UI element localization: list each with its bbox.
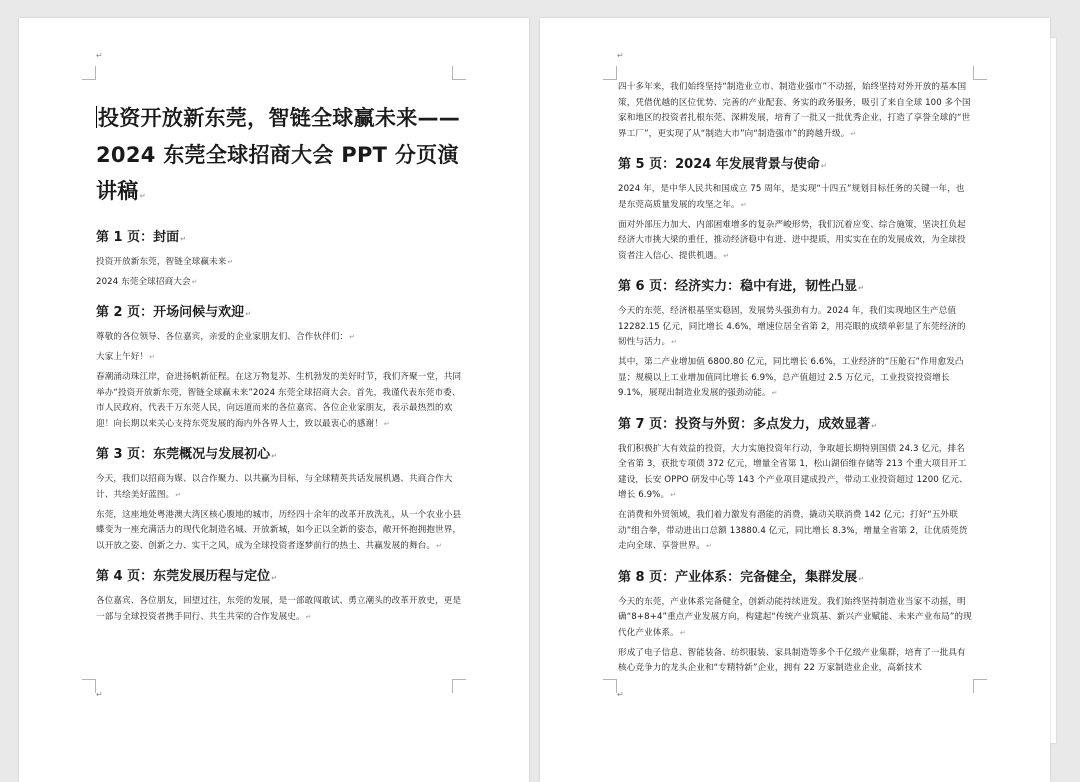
page-content[interactable] bbox=[618, 80, 973, 681]
margin-corner-mark bbox=[452, 66, 466, 80]
margin-corner-mark bbox=[82, 66, 96, 80]
paragraph-mark-icon: ↵ bbox=[96, 51, 103, 60]
margin-corner-mark bbox=[973, 66, 987, 80]
paragraph[interactable]: 今天，我们以招商为媒、以合作聚力、以共赢为目标，与全球精英共话发展机遇、共商合作大计、共绘美好蓝图。 ↵ bbox=[96, 472, 462, 503]
paragraph[interactable]: 在消费和外贸领域，我们着力激发有潜能的消费，撬动关联消费 142 亿元；打好“五外联动”组合拳，带动进出口总额 13880.4 亿元，同比增长 8.3%，增量全省第 2，让优质莞货走向全球、享誉世界。 ↵ bbox=[618, 508, 973, 555]
section-heading[interactable]: 第 5 页：2024 年发展背景与使命 ↵ bbox=[618, 156, 973, 175]
section-heading[interactable]: 第 7 页：投资与外贸：多点发力，成效显著 ↵ bbox=[618, 416, 973, 435]
margin-corner-mark bbox=[82, 679, 96, 693]
section-heading[interactable]: 第 8 页：产业体系：完备健全，集群发展 ↵ bbox=[618, 569, 973, 588]
page-left[interactable] bbox=[19, 18, 529, 782]
paragraph-mark-icon: ↵ bbox=[96, 690, 103, 699]
paragraph[interactable]: 形成了电子信息、智能装备、纺织服装、家具制造等多个千亿级产业集群，培育了一批具有核心竞争力的龙头企业和“专精特新”企业，拥有 22 万家制造业企业，高新技术 bbox=[618, 647, 966, 673]
paragraph-mark-icon: ↵ bbox=[617, 51, 624, 60]
paragraph[interactable]: 各位嘉宾、各位朋友，回望过往，东莞的发展，是一部敢闯敢试、勇立潮头的改革开放史，更是一部与全球投资者携手同行、共生共荣的合作发展史。 ↵ bbox=[96, 594, 462, 625]
paragraph[interactable]: 投资开放新东莞，智链全球赢未来 ↵ bbox=[96, 255, 462, 271]
paragraph[interactable]: 大家上午好！ ↵ bbox=[96, 350, 462, 366]
paragraph[interactable]: 今天的东莞，产业体系完备健全，创新动能持续迸发。我们始终坚持制造业当家不动摇，明确“8+8+4”重点产业发展方向，构建起“传统产业筑基、新兴产业赋能、未来产业布局”的现代化产业体系。 ↵ bbox=[618, 595, 973, 642]
margin-corner-mark bbox=[973, 679, 987, 693]
document-title[interactable]: 投资开放新东莞，智链全球赢未来——2024 东莞全球招商大会 PPT 分页演讲稿 ↵ bbox=[96, 100, 462, 215]
section-heading[interactable]: 第 4 页：东莞发展历程与定位 ↵ bbox=[96, 568, 462, 587]
margin-corner-mark bbox=[603, 66, 617, 80]
paragraph[interactable]: 其中，第二产业增加值 6800.80 亿元，同比增长 6.6%，工业经济的“压舱石”作用愈发凸显；规模以上工业增加值同比增长 6.9%，总产值超过 2.5 万亿元，工业投资投资增长 9.1%，展现出制造业发展的强劲动能。 ↵ bbox=[618, 355, 973, 402]
paragraph[interactable]: 我们积极扩大有效益的投资，大力实施投资年行动，争取超长期特别国债 24.3 亿元，排名全省第 3，获批专项债 372 亿元，增量全省第 1，松山湖佰维存储等 213 个重大项目开工建设，长安 OPPO 研发中心等 143 个产业项目建成投产，带动工业投资超过 1200 亿元、增长 6.9%。 ↵ bbox=[618, 442, 973, 504]
section-heading[interactable]: 第 2 页：开场问候与欢迎 ↵ bbox=[96, 304, 462, 323]
section-heading[interactable]: 第 1 页：封面 ↵ bbox=[96, 229, 462, 248]
paragraph[interactable]: 春潮涌动珠江岸，奋进扬帆新征程。在这万物复苏、生机勃发的美好时节，我们齐聚一堂，共同举办“投资开放新东莞，智链全球赢未来”2024 东莞全球招商大会。首先，我谨代表东莞市委、市人民政府，代表千万东莞人民，向远道而来的各位嘉宾、各位企业家朋友，表示最热烈的欢迎！向长期以来关心支持东莞发展的海内外各界人士，致以最衷心的感谢！ ↵ bbox=[96, 370, 462, 432]
paragraph[interactable]: 2024 年，是中华人民共和国成立 75 周年，是实现“十四五”规划目标任务的关键一年，也是东莞高质量发展的攻坚之年。 ↵ bbox=[618, 182, 973, 213]
page-right[interactable] bbox=[540, 18, 1050, 782]
section-heading[interactable]: 第 6 页：经济实力：稳中有进，韧性凸显 ↵ bbox=[618, 278, 973, 297]
next-page-edge bbox=[1050, 38, 1056, 743]
paragraph[interactable]: 面对外部压力加大、内部困难增多的复杂严峻形势，我们沉着应变、综合施策，坚决扛负起经济大市挑大梁的重任，推动经济稳中有进、进中提质，用实实在在的发展成效，为全球投资者注入信心、提供机遇。 ↵ bbox=[618, 218, 973, 265]
paragraph-mark-icon: ↵ bbox=[617, 690, 624, 699]
margin-corner-mark bbox=[603, 679, 617, 693]
page-content[interactable] bbox=[96, 100, 462, 630]
margin-corner-mark bbox=[452, 679, 466, 693]
paragraph[interactable]: 四十多年来，我们始终坚持“制造业立市、制造业强市”不动摇，始终坚持对外开放的基本国策，凭借优越的区位优势、完善的产业配套、务实的政务服务，吸引了来自全球 100 多个国家和地区的投资者扎根东莞、深耕发展，培育了一批又一批优秀企业，打造了享誉全球的“世界工厂”，更实现了从“制造大市”向“制造强市”的跨越升级。 ↵ bbox=[618, 80, 973, 142]
paragraph[interactable]: 今天的东莞，经济根基坚实稳固，发展势头强劲有力。2024 年，我们实现地区生产总值 12282.15 亿元，同比增长 4.6%，增速位居全省第 2，用亮眼的成绩单彰显了东莞经济的韧性与活力。 ↵ bbox=[618, 304, 973, 351]
section-heading[interactable]: 第 3 页：东莞概况与发展初心 ↵ bbox=[96, 446, 462, 465]
text-cursor bbox=[96, 106, 97, 128]
paragraph[interactable]: 2024 东莞全球招商大会 ↵ bbox=[96, 275, 462, 291]
paragraph[interactable]: 东莞，这座地处粤港澳大湾区核心腹地的城市，历经四十余年的改革开放洗礼，从一个农业小县蝶变为一座充满活力的现代化制造名城、开放新城，如今正以全新的姿态，敞开怀抱拥抱世界，以开放之姿、创新之力、实干之风，成为全球投资者逐梦前行的热土、共赢发展的舞台。 ↵ bbox=[96, 508, 462, 555]
paragraph[interactable]: 尊敬的各位领导、各位嘉宾，亲爱的企业家朋友们、合作伙伴们： ↵ bbox=[96, 330, 462, 346]
